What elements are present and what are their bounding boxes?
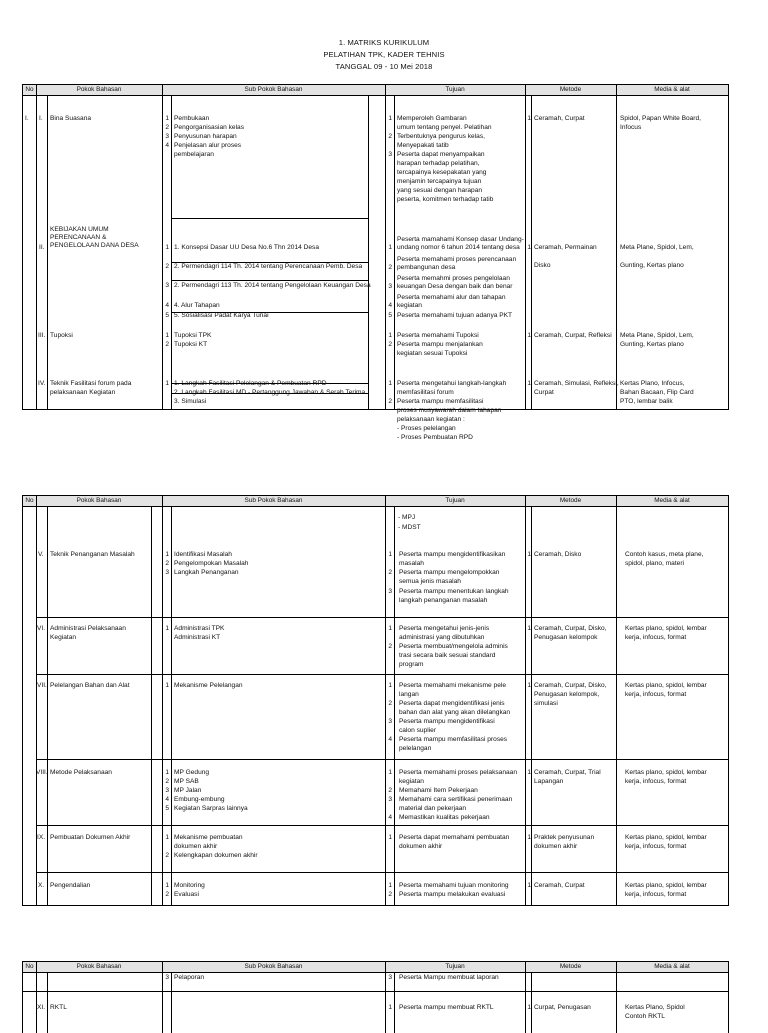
item-number: 2	[388, 569, 392, 576]
media-alat: kerja, infocus, format	[625, 778, 687, 785]
tujuan-item: proses musyawarah dalam tahapan	[397, 407, 502, 414]
item-number: 1	[527, 769, 531, 776]
table-header	[23, 961, 728, 973]
tujuan-item: tercapainya kesepakatan yang	[397, 169, 487, 176]
media-alat: Bahan Bacaan, Flip Card	[620, 389, 694, 396]
tujuan-item: Peserta mengetahui jenis-jenis	[399, 625, 490, 632]
tujuan-item: Peserta dapat menyampaikan	[397, 151, 485, 158]
sub-pokok-item: Pengorganisasian kelas	[174, 124, 245, 131]
metode: simulasi	[534, 700, 558, 707]
sub-pokok-item: Kegiatan Sarpras lainnya	[174, 805, 248, 812]
media-alat: Kertas Plano, Spidol	[625, 1004, 685, 1011]
tujuan-item: Peserta memahami proses perencanaan	[397, 256, 517, 263]
metode: Ceramah, Curpat	[534, 115, 585, 122]
item-number: 3	[388, 283, 392, 290]
tujuan-item: material dan pekerjaan	[399, 805, 467, 812]
curriculum-table-3	[22, 961, 729, 1033]
tujuan-item: Peserta memahami alur dan tahapan	[397, 294, 506, 301]
tujuan-item: Peserta mampu mengidentifikasikan	[399, 551, 506, 558]
media-alat: Gunting, Kertas plano	[620, 262, 684, 269]
media-alat: Kertas plano, spidol, lembar	[625, 882, 707, 889]
media-alat: Contoh RKTL	[625, 1013, 665, 1020]
metode: Ceramah, Simulasi, Refleksi,	[534, 380, 619, 387]
item-number: 2	[388, 133, 392, 140]
item-number: 2	[388, 398, 392, 405]
table-header	[23, 495, 728, 507]
tujuan-item: Peserta memahami Tupoksi	[397, 332, 479, 339]
tujuan-item: Memperoleh Gambaran	[397, 115, 467, 122]
item-number: 3	[165, 133, 169, 140]
metode: Ceramah, Curpat, Refleksi	[534, 332, 612, 339]
sub-pokok-item: Kelengkapan dokumen akhir	[174, 852, 258, 859]
item-number: 2	[165, 263, 169, 270]
sub-pokok-item: Tupoksi KT	[174, 341, 208, 348]
sub-pokok-item: Pembukaan	[174, 115, 210, 122]
header-pokok-bahasan: Pokok Bahasan	[76, 497, 122, 504]
item-number: 1	[527, 380, 531, 387]
media-alat: kerja, infocus, format	[625, 891, 687, 898]
metode: Ceramah, Curpat, Trial	[534, 769, 601, 776]
metode: Ceramah, Curpat, Disko,	[534, 625, 607, 632]
item-number: 1	[527, 625, 531, 632]
tujuan-item: Peserta mampu menjalankan	[397, 341, 483, 348]
sub-pokok-item: Mekanisme Pelelangan	[174, 682, 243, 689]
metode: Penugasan kelompok	[534, 634, 598, 641]
tujuan-item: Peserta mampu melakukan evaluasi	[399, 891, 506, 898]
header-sub-pokok-bahasan: Sub Pokok Bahasan	[244, 963, 303, 970]
tujuan-item: Peserta mampu menentukan langkah	[399, 588, 509, 595]
item-number: 1	[165, 882, 169, 889]
header-sub-pokok-bahasan: Sub Pokok Bahasan	[244, 86, 303, 93]
item-number: 1	[165, 244, 169, 251]
metode: Curpat, Penugasan	[534, 1004, 591, 1011]
item-number: 1	[388, 882, 392, 889]
pokok-bahasan: Pelelangan Bahan dan Alat	[50, 682, 130, 689]
sub-pokok-item: Langkah Penanganan	[174, 569, 239, 576]
sub-pokok-item: Identifikasi Masalah	[174, 551, 232, 558]
tujuan-item: pelaksanaan kegiatan :	[397, 416, 465, 423]
header-no: No	[25, 497, 34, 504]
sub-pokok-item: dokumen akhir	[174, 843, 218, 850]
tujuan-item: - Proses pelelangan	[397, 425, 456, 432]
media-alat: kerja, infocus, format	[625, 691, 687, 698]
row-number: VII.	[37, 682, 47, 689]
metode: Penugasan kelompok,	[534, 691, 600, 698]
item-number: 1	[388, 625, 392, 632]
media-alat: Kertas Plano, Infocus,	[620, 380, 685, 387]
item-number: 2	[165, 560, 169, 567]
item-number: 1	[388, 1004, 392, 1011]
item-number: 1	[165, 115, 169, 122]
header-sub-pokok-bahasan: Sub Pokok Bahasan	[244, 497, 303, 504]
item-number: 3	[388, 588, 392, 595]
tujuan-item: kegiatan	[397, 302, 422, 309]
header-pokok-bahasan: Pokok Bahasan	[76, 963, 122, 970]
tujuan-item: masalah	[399, 560, 424, 567]
media-alat: PTO, lembar balik	[620, 398, 673, 405]
row-number: V.	[38, 551, 44, 558]
sub-pokok-item: MP SAB	[174, 778, 199, 785]
sub-pokok-item: Evaluasi	[174, 891, 199, 898]
item-number: 3	[165, 282, 169, 289]
header-media-alat: Media & alat	[654, 963, 690, 970]
table-body	[23, 973, 728, 1033]
metode: Ceramah, Permainan	[534, 244, 597, 251]
item-number: 1	[165, 332, 169, 339]
item-number: 3	[165, 569, 169, 576]
tujuan-item: langan	[399, 691, 419, 698]
tujuan-item: Peserta membuat/mengelola adminis	[399, 643, 508, 650]
table-header	[23, 84, 728, 96]
tujuan-item: Memastikan kualitas pekerjaan	[399, 814, 490, 821]
tujuan-item: Terbentuknya pengurus kelas,	[397, 133, 485, 140]
sub-pokok-item: Pelaporan	[174, 974, 205, 981]
item-number: 3	[165, 974, 169, 981]
pokok-bahasan: Tupoksi	[50, 332, 73, 339]
row-number: III.	[38, 332, 46, 339]
item-number: 1	[165, 380, 169, 387]
sub-pokok-item: Tupoksi TPK	[174, 332, 212, 339]
tujuan-item: Peserta mengetahui langkah-langkah	[397, 380, 507, 387]
item-number: 1	[165, 834, 169, 841]
item-number: 1	[388, 682, 392, 689]
item-number: 1	[527, 332, 531, 339]
sub-pokok-item: Mekanisme pembuatan	[174, 834, 243, 841]
item-number: 1	[527, 244, 531, 251]
item-number: 2	[388, 341, 392, 348]
metode: Ceramah, Curpat, Disko,	[534, 682, 607, 689]
tujuan-item: bahan dan alat yang akan dilelangkan	[399, 709, 511, 716]
item-number: 5	[165, 312, 169, 319]
media-alat: Spidol, Papan White Board,	[620, 115, 702, 122]
item-number: 1	[527, 551, 531, 558]
row-number: IX.	[37, 834, 46, 841]
tujuan-item: - MDST	[398, 524, 421, 531]
header-tujuan: Tujuan	[445, 86, 465, 93]
tujuan-item: menjamin tercapainya tujuan	[397, 178, 482, 185]
media-alat: spidol, plano, materi	[625, 560, 685, 567]
item-number: 1	[527, 115, 531, 122]
item-number: 5	[165, 805, 169, 812]
tujuan-item: semua jenis masalah	[399, 578, 461, 585]
row-number: I.	[25, 115, 29, 122]
tujuan-item: Peserta Mampu membuat laporan	[399, 974, 499, 981]
tujuan-item: - MPJ	[398, 514, 416, 521]
table-body	[23, 507, 728, 906]
sub-pokok-item: 5. Sosialisasi Padat Karya Tunai	[174, 312, 269, 319]
tujuan-item: Peserta mampu memfasilitasi	[397, 398, 484, 405]
curriculum-table-2	[22, 495, 729, 906]
tujuan-item: Peserta memahmi proses pengelolaan	[397, 275, 510, 282]
sub-pokok-item: Monitoring	[174, 882, 205, 889]
sub-pokok-item: 2. Langkah Fasilitasi MD - Pertanggung Jawaban & Serah Terima	[174, 389, 366, 396]
header-no: No	[25, 86, 34, 93]
sub-pokok-item: Penyusunan harapan	[174, 133, 237, 140]
item-number: 1	[388, 380, 392, 387]
sub-pokok-item: MP Jalan	[174, 787, 202, 794]
tujuan-item: Menyepakati tatib	[397, 142, 449, 149]
tujuan-item: umum tentang penyel. Pelatihan	[397, 124, 492, 131]
sub-pokok-item: Pengelompokan Masalah	[174, 560, 249, 567]
header-pokok-bahasan: Pokok Bahasan	[76, 86, 122, 93]
sub-pokok-item: 1. Konsepsi Dasar UU Desa No.6 Thn 2014 Desa	[174, 244, 320, 251]
item-number: 4	[165, 796, 169, 803]
item-number: 1	[388, 115, 392, 122]
metode: Praktek penyusunan	[534, 834, 595, 841]
tujuan-item: Peserta mampu memfasilitasi proses	[399, 736, 508, 743]
pokok-bahasan: Metode Pelaksanaan	[50, 769, 112, 776]
pokok-bahasan: Bina Suasana	[50, 115, 92, 122]
pokok-bahasan: Kegiatan	[50, 634, 77, 641]
tujuan-item: - Proses Pembuatan RPD	[397, 434, 473, 441]
item-number: 1	[165, 625, 169, 632]
item-number: 2	[388, 643, 392, 650]
tujuan-item: keuangan Desa dengan baik dan benar	[397, 283, 513, 290]
item-number: 3	[388, 974, 392, 981]
item-number: 2	[388, 891, 392, 898]
pokok-bahasan: KEBIJAKAN UMUM	[50, 226, 109, 233]
title-line-1: 1. MATRIKS KURIKULUM	[338, 38, 430, 47]
tujuan-item: Peserta memahami tujuan adanya PKT	[397, 312, 513, 319]
tujuan-item: Memahami cara sertifikasi penerimaan	[399, 796, 513, 803]
sub-pokok-item: 1. Langkah Fasilitasi Pelelangan & Pembuatan RPD	[174, 380, 327, 387]
tujuan-item: Peserta mamahami Konsep dasar Undang-	[397, 236, 524, 243]
row-number: X.	[38, 882, 45, 889]
media-alat: Kertas plano, spidol, lembar	[625, 682, 707, 689]
header-no: No	[25, 963, 34, 970]
item-number: 1	[527, 882, 531, 889]
item-number: 4	[388, 736, 392, 743]
item-number: 5	[388, 312, 392, 319]
media-alat: Kertas plano, spidol, lembar	[625, 625, 707, 632]
metode: Lapangan	[534, 778, 564, 785]
item-number: 1	[388, 769, 392, 776]
pokok-bahasan: Administrasi Pelaksanaan	[50, 625, 126, 632]
item-number: 1	[388, 834, 392, 841]
item-number: 2	[388, 787, 392, 794]
item-number: 3	[388, 796, 392, 803]
header-metode: Metode	[559, 963, 582, 970]
row-number: VIII.	[36, 769, 48, 776]
media-alat: Meta Plane, Spidol, Lem,	[620, 244, 694, 251]
item-number: 2	[165, 891, 169, 898]
media-alat: kerja, infocus, format	[625, 843, 687, 850]
item-number: 4	[388, 302, 392, 309]
header-tujuan: Tujuan	[445, 497, 465, 504]
tujuan-item: Peserta memahami mekanisme pele	[399, 682, 507, 689]
item-number: 1	[527, 1004, 531, 1011]
item-number: 4	[388, 814, 392, 821]
media-alat: Gunting, Kertas plano	[620, 341, 684, 348]
tujuan-item: administrasi yang dibutuhkan	[399, 634, 485, 641]
item-number: 2	[388, 700, 392, 707]
row-number: II.	[39, 244, 45, 251]
tujuan-item: Peserta mampu mengelompokkan	[399, 569, 500, 576]
item-number: 1	[165, 551, 169, 558]
tujuan-item: Peserta mampu mengidentifikasi	[399, 718, 495, 725]
tujuan-item: Peserta dapat memahami pembuatan	[399, 834, 510, 841]
row-number: XI.	[37, 1004, 46, 1011]
metode: dokumen akhir	[534, 843, 578, 850]
metode: Disko	[534, 262, 551, 269]
header-media-alat: Media & alat	[654, 497, 690, 504]
tujuan-item: peserta, komitmen terhadap tatib	[397, 196, 494, 203]
tujuan-item: memfasilitasi forum	[397, 389, 454, 396]
header-metode: Metode	[559, 86, 582, 93]
item-number: 1	[527, 682, 531, 689]
tujuan-item: kegiatan sesuai Tupoksi	[397, 350, 468, 357]
tujuan-item: pembangunan desa	[397, 264, 456, 271]
pokok-bahasan: Teknik Fasilitasi forum pada	[50, 380, 132, 387]
item-number: 1	[388, 551, 392, 558]
pokok-bahasan: PERENCANAAN &	[50, 234, 107, 241]
sub-pokok-item: 4. Alur Tahapan	[174, 302, 220, 309]
sub-pokok-item: Administrasi TPK	[174, 625, 225, 632]
sub-pokok-item: 3. Simulasi	[174, 398, 207, 405]
tujuan-item: Peserta dapat mengidentifikasi jenis	[399, 700, 505, 707]
metode: Curpat	[534, 389, 554, 396]
item-number: 4	[165, 302, 169, 309]
row-number: VI.	[37, 625, 46, 632]
item-number: 1	[527, 834, 531, 841]
sub-pokok-item: 2. Permendagri 114 Th. 2014 tentang Perencanaan Pemb. Desa	[174, 263, 363, 270]
item-number: 3	[388, 718, 392, 725]
tujuan-item: dokumen akhir	[399, 843, 443, 850]
item-number: 2	[165, 124, 169, 131]
title-line-3: TANGGAL 09 - 10 Mei 2018	[335, 62, 433, 71]
pokok-bahasan: pelaksanaan Kegiatan	[50, 389, 116, 396]
tujuan-item: Peserta mampu membuat RKTL	[399, 1004, 494, 1011]
item-number: 2	[165, 852, 169, 859]
media-alat: kerja, infocus, format	[625, 634, 687, 641]
tujuan-item: calon suplier	[399, 727, 437, 734]
header-media-alat: Media & alat	[654, 86, 690, 93]
curriculum-table-1	[22, 84, 729, 441]
pokok-bahasan: Pembuatan Dokumen Akhir	[50, 834, 131, 841]
item-number: 1	[388, 332, 392, 339]
pokok-bahasan: Teknik Penanganan Masalah	[50, 551, 135, 558]
tujuan-item: trasi secara baik sesuai standard	[399, 652, 496, 659]
tujuan-item: langkah penanganan masalah	[399, 597, 488, 604]
item-number: 2	[165, 778, 169, 785]
row-number-inner: I.	[39, 115, 43, 122]
sub-pokok-item: pembelajaran	[174, 151, 214, 158]
item-number: 3	[165, 787, 169, 794]
item-number: 1	[165, 682, 169, 689]
tujuan-item: Peserta memahami proses pelaksanaan	[399, 769, 518, 776]
sub-pokok-item: Embung-embung	[174, 796, 225, 803]
media-alat: Contoh kasus, meta plane,	[625, 551, 704, 558]
tujuan-item: undang nomor 6 tahun 2014 tentang desa	[397, 244, 520, 251]
tujuan-item: pelelangan	[399, 745, 432, 752]
item-number: 1	[165, 769, 169, 776]
tujuan-item: kegiatan	[399, 778, 424, 785]
item-number: 4	[165, 142, 169, 149]
row-number: IV.	[38, 380, 46, 387]
sub-pokok-item: 2. Permendagri 113 Th. 2014 tentang Pengelolaan Keuangan Desa	[174, 282, 371, 289]
header-tujuan: Tujuan	[445, 963, 465, 970]
table-body	[23, 96, 728, 441]
item-number: 2	[388, 264, 392, 271]
tujuan-item: Memahami Item Pekerjaan	[399, 787, 478, 794]
title-line-2: PELATIHAN TPK, KADER TEHNIS	[323, 50, 445, 59]
item-number: 1	[388, 244, 392, 251]
media-alat: Kertas plano, spidol, lembar	[625, 834, 707, 841]
item-number: 3	[388, 151, 392, 158]
tujuan-item: Peserta memahami tujuan monitoring	[399, 882, 509, 889]
item-number: 2	[165, 341, 169, 348]
tujuan-item: harapan terhadap pelatihan,	[397, 160, 480, 167]
tujuan-item: program	[399, 661, 424, 668]
pokok-bahasan: PENGELOLAAN DANA DESA	[50, 242, 139, 249]
header-metode: Metode	[559, 497, 582, 504]
media-alat: Infocus	[620, 124, 642, 131]
pokok-bahasan: RKTL	[50, 1004, 67, 1011]
metode: Ceramah, Disko	[534, 551, 582, 558]
pokok-bahasan: Pengendalian	[50, 882, 91, 889]
sub-pokok-item: MP Gedung	[174, 769, 210, 776]
sub-pokok-item: Penjelasan alur proses	[174, 142, 242, 149]
metode: Ceramah, Curpat	[534, 882, 585, 889]
media-alat: Kertas plano, spidol, lembar	[625, 769, 707, 776]
sub-pokok-item: Administrasi KT	[174, 634, 221, 641]
media-alat: Meta Plane, Spidol, Lem,	[620, 332, 694, 339]
tujuan-item: yang sesuai dengan harapan	[397, 187, 483, 194]
